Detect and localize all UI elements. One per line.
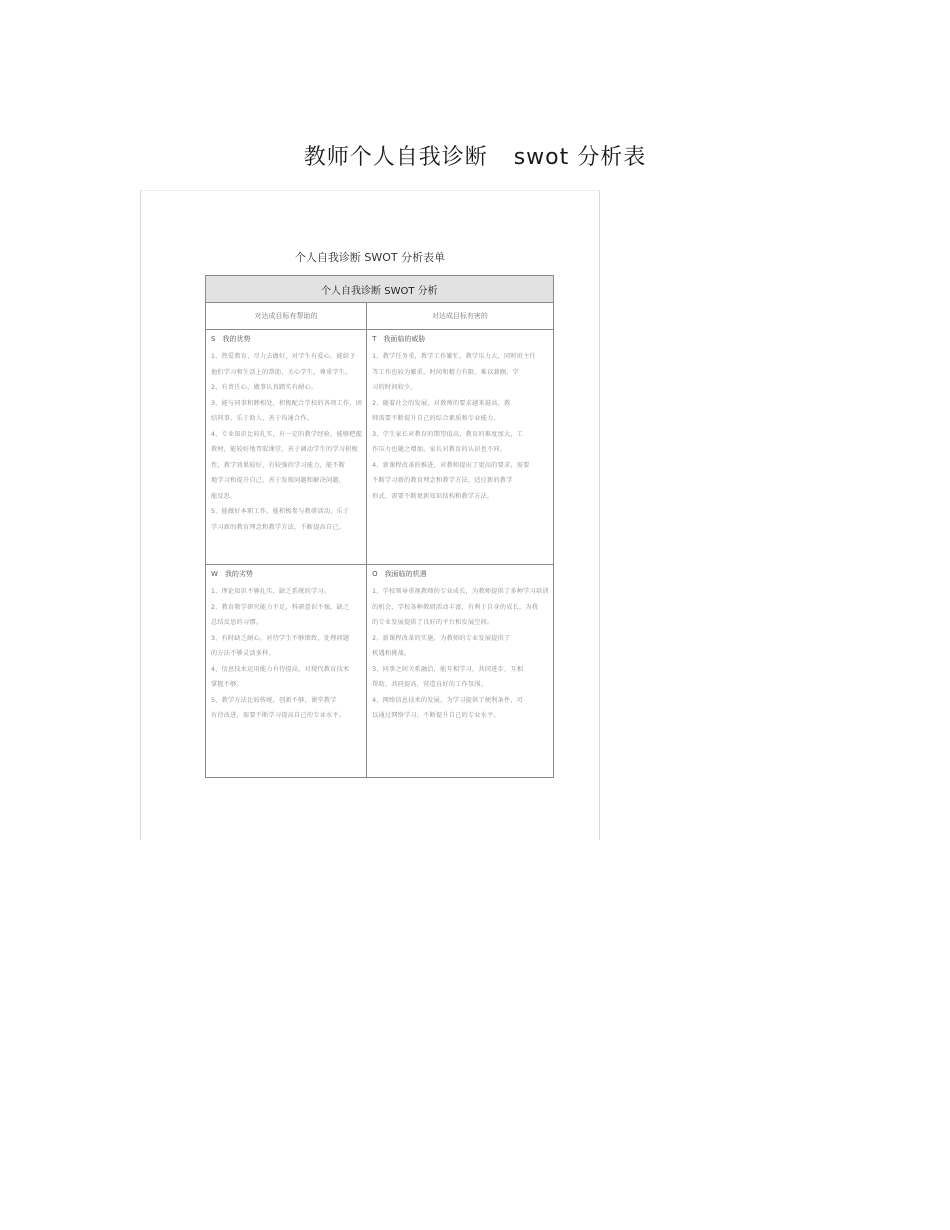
scanned-table-image (140, 190, 600, 840)
strengths-line: 学习新的教育理念和教学方法，不断提高自己。 (211, 523, 346, 531)
table-row-top (206, 330, 554, 565)
weaknesses-line: 5、教学方法比较传统，创新不够，课堂教学 (211, 696, 337, 704)
opportunities-line: 2、新课程改革的实施，为教师的专业发展提供了 (372, 634, 511, 642)
strengths-line: 地学习和提升自己，善于发现问题和解决问题， (211, 477, 346, 484)
threats-line: 不断学习新的教育理念和教学方法，适应新的教学 (372, 477, 513, 484)
strengths-cell (206, 330, 367, 565)
threats-line: 2、随着社会的发展，对教师的要求越来越高，教 (372, 399, 511, 407)
weaknesses-line: 2、教育教学研究能力不足，科研意识不强，缺乏 (211, 603, 350, 611)
strengths-line: 1、热爱教育，尽力去做好，对学生有爱心，能给予 (211, 353, 356, 360)
page-title-part2: swot (513, 145, 570, 170)
col-left-header: 对达成目标有帮助的 (206, 303, 367, 330)
weaknesses-line: 掌握不够。 (211, 681, 243, 688)
threats-line: 习的时间较少。 (372, 384, 417, 391)
opportunities-heading: O 我面临的机遇 (372, 570, 427, 578)
opportunities-line: 帮助，共同提高，营造良好的工作氛围。 (372, 681, 488, 688)
opportunities-line: 1、学校领导重视教师的专业成长，为教师提供了多种学习培训 (372, 588, 549, 595)
col-right-header: 对达成目标有害的 (367, 303, 554, 330)
strengths-line: 5、能做好本职工作，能积极参与教研活动，乐于 (211, 508, 350, 515)
weaknesses-content (206, 565, 366, 777)
opportunities-line: 4、网络信息技术的发展，为学习提供了便利条件，可 (372, 696, 524, 704)
weaknesses-line: 4、信息技术运用能力有待提高，对现代教育技术 (211, 665, 350, 673)
page-title-part3: 分析表 (577, 145, 647, 170)
strengths-line: 教材，能较好地驾驭课堂，善于调动学生的学习积极 (211, 446, 358, 453)
strengths-line: 3、能与同事和睦相处，积极配合学校的各项工作，团 (211, 399, 363, 407)
weaknesses-line: 有待改进，需要不断学习提高自己的专业水平。 (211, 712, 346, 719)
strengths-line: 他们学习和生活上的帮助，关心学生，尊重学生。 (211, 368, 352, 376)
table-title: 个人自我诊断 SWOT 分析 (206, 276, 554, 303)
weaknesses-line: 总结反思的习惯。 (211, 619, 263, 626)
opportunities-line: 以通过网络学习，不断提升自己的专业水平。 (372, 712, 500, 719)
weaknesses-cell (206, 565, 367, 778)
strengths-content (206, 330, 366, 564)
weaknesses-line: 的方法不够灵活多样。 (211, 650, 275, 657)
strengths-line: 能反思。 (211, 492, 237, 500)
threats-line: 4、新课程改革的推进，对教师提出了更高的要求，需要 (372, 461, 530, 469)
strengths-line: 2、有责任心，做事认真踏实有耐心。 (211, 384, 318, 391)
table-title-row (206, 276, 554, 303)
weaknesses-line: 3、有时缺乏耐心，对待学生不够细致，处理问题 (211, 634, 350, 642)
weaknesses-heading: W 我的劣势 (211, 570, 253, 578)
strengths-line: 4、专业知识比较扎实，有一定的教学经验，能够把握 (211, 430, 363, 438)
threats-content (367, 330, 553, 564)
threats-line: 师需要不断提升自己的综合素质和专业能力。 (372, 415, 500, 422)
threats-heading: T 我面临的威胁 (372, 335, 426, 343)
swot-table (205, 275, 554, 778)
threats-line: 1、教学任务重，教学工作繁忙，教学压力大，同时班主任 (372, 353, 536, 360)
weaknesses-line: 1、理论知识不够扎实，缺乏系统的学习。 (211, 588, 331, 595)
page-title (0, 140, 950, 171)
strengths-heading: S 我的优势 (211, 335, 251, 343)
opportunities-cell (367, 565, 554, 778)
table-row-bottom (206, 565, 554, 778)
threats-line: 作压力也随之增加，家长对教育的认识也不同。 (372, 446, 507, 453)
scan-heading: 个人自我诊断 SWOT 分析表单 (294, 251, 446, 264)
strengths-line: 性，教学效果较好，有较强的学习能力，能不断 (211, 461, 346, 469)
opportunities-line: 3、同事之间关系融洽，能互相学习，共同进步，互相 (372, 665, 524, 673)
strengths-line: 结同事，乐于助人，善于沟通合作。 (211, 415, 314, 422)
threats-cell (367, 330, 554, 565)
opportunities-line: 的专业发展提供了良好的平台和发展空间。 (372, 619, 494, 626)
opportunities-content (367, 565, 553, 777)
page-title-part1: 教师个人自我诊断 (303, 145, 488, 170)
threats-line: 形式，需要不断更新知识结构和教学方法。 (372, 492, 494, 500)
opportunities-line: 的机会，学校各种教研活动丰富，有利于自身的成长，为我 (372, 603, 539, 611)
opportunities-line: 机遇和挑战。 (372, 650, 411, 657)
table-header-row (206, 303, 554, 330)
threats-line: 等工作也较为繁重，时间和精力有限，难以兼顾，学 (372, 368, 519, 376)
threats-line: 3、学生家长对教育的期望值高，教育的难度加大，工 (372, 430, 524, 438)
